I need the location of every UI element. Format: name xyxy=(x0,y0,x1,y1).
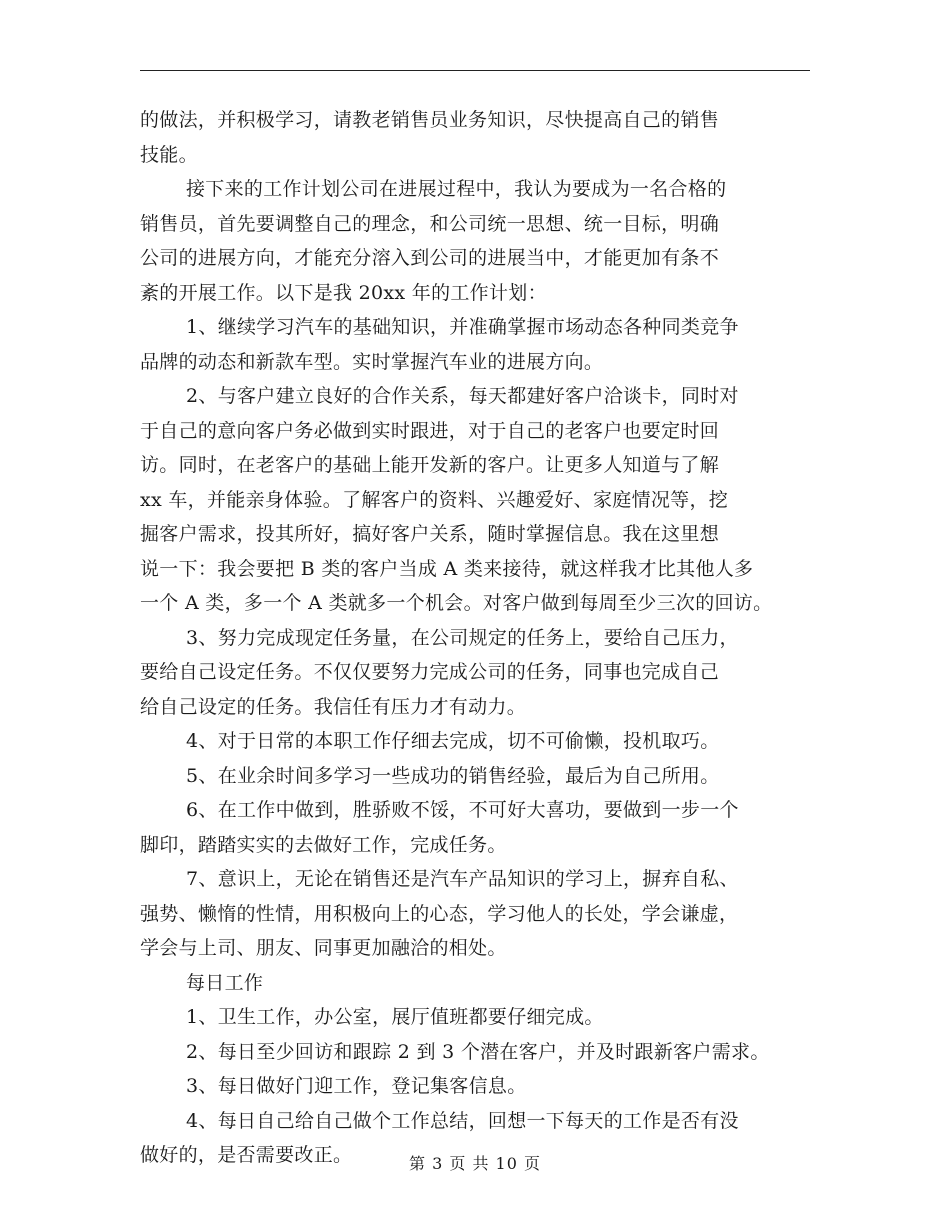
text-line: 的做法，并积极学习，请教老销售员业务知识，尽快提高自己的销售 xyxy=(140,109,720,131)
text-line: 公司的进展方向，才能充分溶入到公司的进展当中，才能更加有条不 xyxy=(140,247,720,269)
page-number: 第 3 页 共 10 页 xyxy=(409,1154,541,1173)
text-line: 6、在工作中做到，胜骄败不馁，不可好大喜功，要做到一步一个 xyxy=(186,799,739,821)
text-line: 接下来的工作计划公司在进展过程中，我认为要成为一名合格的 xyxy=(186,178,727,200)
text-line: 掘客户需求，投其所好，搞好客户关系，随时掌握信息。我在这里想 xyxy=(140,523,720,545)
text-line: 3、努力完成现定任务量，在公司规定的任务上，要给自己压力， xyxy=(186,626,739,649)
text-line: 2、与客户建立良好的合作关系，每天都建好客户洽谈卡，同时对 xyxy=(186,385,739,407)
text-line: 脚印，踏踏实实的去做好工作，完成任务。 xyxy=(140,833,507,856)
text-line: 说一下：我会要把 B 类的客户当成 A 类来接待，就这样我才比其他人多 xyxy=(140,557,754,580)
text-line: 强势、懒惰的性情，用积极向上的心态，学习他人的长处，学会谦虚， xyxy=(140,902,739,925)
text-line: 一个 A 类，多一个 A 类就多一个机会。对客户做到每周至少三次的回访。 xyxy=(140,592,773,614)
text-line: 4、每日自己给自己做个工作总结，回想一下每天的工作是否有没 xyxy=(186,1109,739,1132)
text-line: 3、每日做好门迎工作，登记集客信息。 xyxy=(186,1075,527,1097)
text-line: 4、对于日常的本职工作仔细去完成，切不可偷懒，投机取巧。 xyxy=(186,730,720,752)
text-line: 技能。 xyxy=(140,143,198,166)
text-line: 做好的，是否需要改正。 xyxy=(140,1144,353,1166)
text-line: 学会与上司、朋友、同事更加融洽的相处。 xyxy=(140,937,507,959)
text-line: xx 车，并能亲身体验。了解客户的资料、兴趣爱好、家庭情况等，挖 xyxy=(140,488,729,511)
text-line: 于自己的意向客户务必做到实时跟进，对于自己的老客户也要定时回 xyxy=(140,419,720,442)
text-line: 每日工作 xyxy=(186,971,264,994)
text-line: 销售员，首先要调整自己的理念，和公司统一思想、统一目标，明确 xyxy=(140,212,720,235)
text-line: 2、每日至少回访和跟踪 2 到 3 个潜在客户，并及时跟新客户需求。 xyxy=(186,1040,770,1063)
header-rule xyxy=(140,70,810,71)
text-line: 要给自己设定任务。不仅仅要努力完成公司的任务，同事也完成自己 xyxy=(140,661,720,683)
text-line: 7、意识上，无论在销售还是汽车产品知识的学习上，摒弃自私、 xyxy=(186,868,739,890)
text-line: 1、继续学习汽车的基础知识，并准确掌握市场动态各种同类竞争 xyxy=(186,316,739,338)
text-line: 品牌的动态和新款车型。实时掌握汽车业的进展方向。 xyxy=(140,350,604,373)
text-line: 1、卫生工作，办公室，展厅值班都要仔细完成。 xyxy=(186,1006,604,1028)
text-line: 紊的开展工作。以下是我 20xx 年的工作计划： xyxy=(140,281,547,304)
document-body xyxy=(140,103,812,1173)
text-line: 5、在业余时间多学习一些成功的销售经验，最后为自己所用。 xyxy=(186,764,720,787)
text-line: 给自己设定的任务。我信任有压力才有动力。 xyxy=(140,695,527,718)
text-line: 访。同时，在老客户的基础上能开发新的客户。让更多人知道与了解 xyxy=(140,454,720,476)
